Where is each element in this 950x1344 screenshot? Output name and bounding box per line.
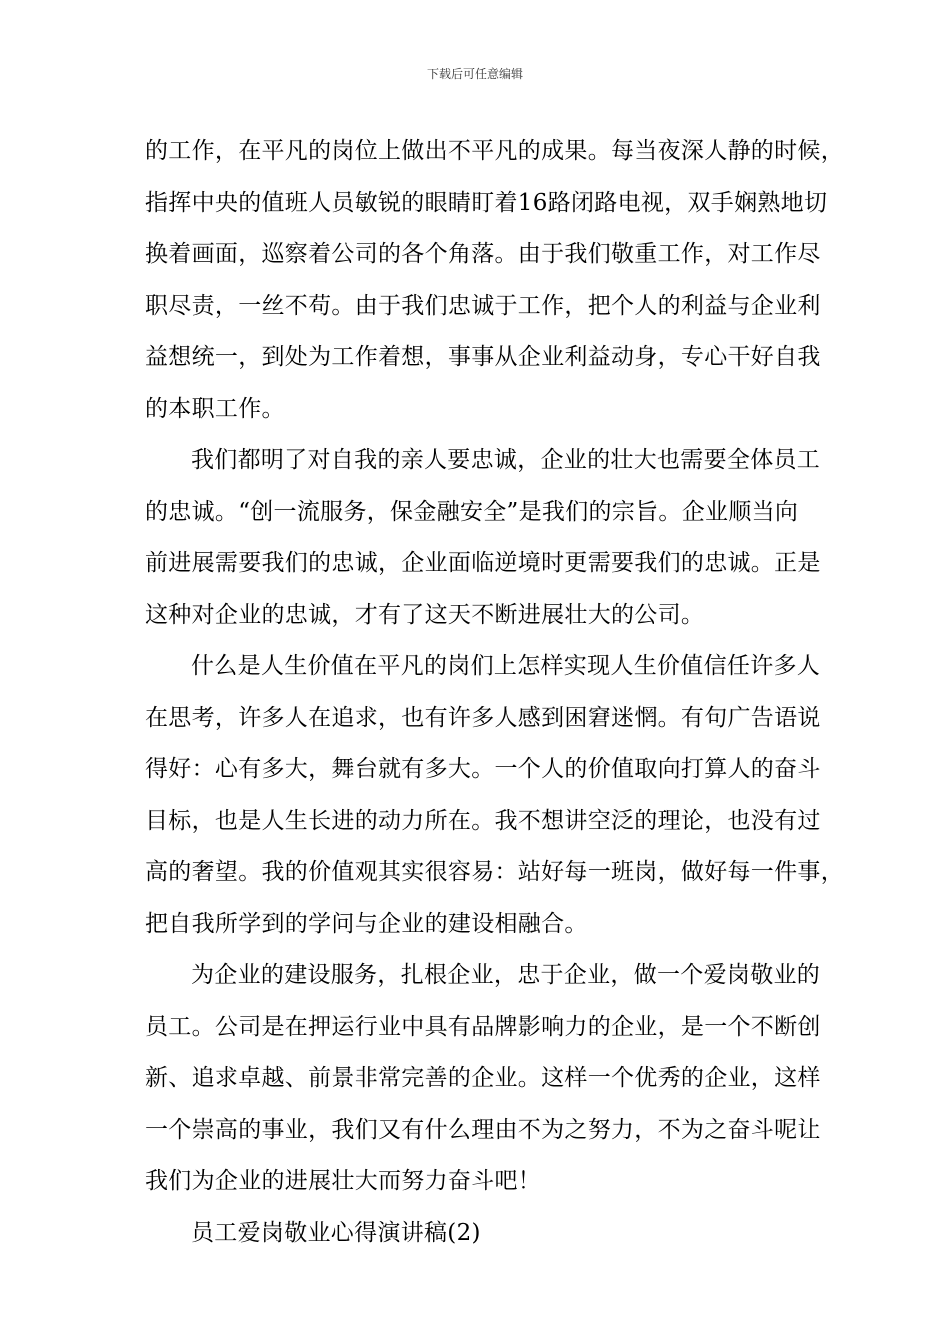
text-line: 员工。公司是在押运行业中具有品牌影响力的企业，是一个不断创 <box>145 1013 821 1040</box>
paragraph-first-line: 为企业的建设服务，扎根企业，忠于企业，做一个爱岗敬业的 <box>191 962 821 988</box>
text-line: 这种对企业的忠诚，才有了这天不断进展壮大的公司。 <box>145 601 705 628</box>
text-line: 前进展需要我们的忠诚，企业面临逆境时更需要我们的忠诚。正是 <box>145 550 821 576</box>
text-line: 高的奢望。我的价值观其实很容易：站好每一班岗，做好每一件事， <box>145 859 844 885</box>
text-line: 的本职工作。 <box>145 395 285 422</box>
text-line: 益想统一，到处为工作着想，事事从企业利益动身，专心干好自我 <box>145 344 821 370</box>
paragraph-first-line: 我们都明了对自我的亲人要忠诚，企业的壮大也需要全体员工 <box>191 447 821 473</box>
page-header-note: 下载后可任意编辑 <box>426 67 523 81</box>
text-line: 一个崇高的事业，我们又有什么理由不为之努力，不为之奋斗呢让 <box>145 1116 821 1143</box>
text-line: 指挥中央的值班人员敏锐的眼睛盯着16路闭路电视，双手娴熟地切 <box>145 189 828 216</box>
document-body <box>145 126 844 1259</box>
text-line: 职尽责，一丝不苟。由于我们忠诚于工作，把个人的利益与企业利 <box>145 292 821 319</box>
text-line: 得好：心有多大，舞台就有多大。一个人的价值取向打算人的奋斗 <box>145 756 821 782</box>
text-line: 在思考，许多人在追求，也有许多人感到困窘迷惘。有句广告语说 <box>145 704 821 731</box>
text-line: 目标，也是人生长进的动力所在。我不想讲空泛的理论，也没有过 <box>145 807 821 834</box>
paragraph-first-line: 员工爱岗敬业心得演讲稿(2) <box>191 1219 481 1246</box>
text-line: 新、追求卓越、前景非常完善的企业。这样一个优秀的企业，这样 <box>145 1065 821 1091</box>
text-line: 我们为企业的进展壮大而努力奋斗吧！ <box>145 1168 542 1194</box>
text-line: 把自我所学到的学问与企业的建设相融合。 <box>145 910 588 937</box>
text-line: 的忠诚。“创一流服务，保金融安全”是我们的宗旨。企业顺当向 <box>145 498 799 525</box>
text-line: 换着画面，巡察着公司的各个角落。由于我们敬重工作，对工作尽 <box>145 241 821 267</box>
text-line: 的工作，在平凡的岗位上做出不平凡的成果。每当夜深人静的时候， <box>145 138 844 164</box>
paragraph-first-line: 什么是人生价值在平凡的岗们上怎样实现人生价值信任许多人 <box>191 653 821 679</box>
